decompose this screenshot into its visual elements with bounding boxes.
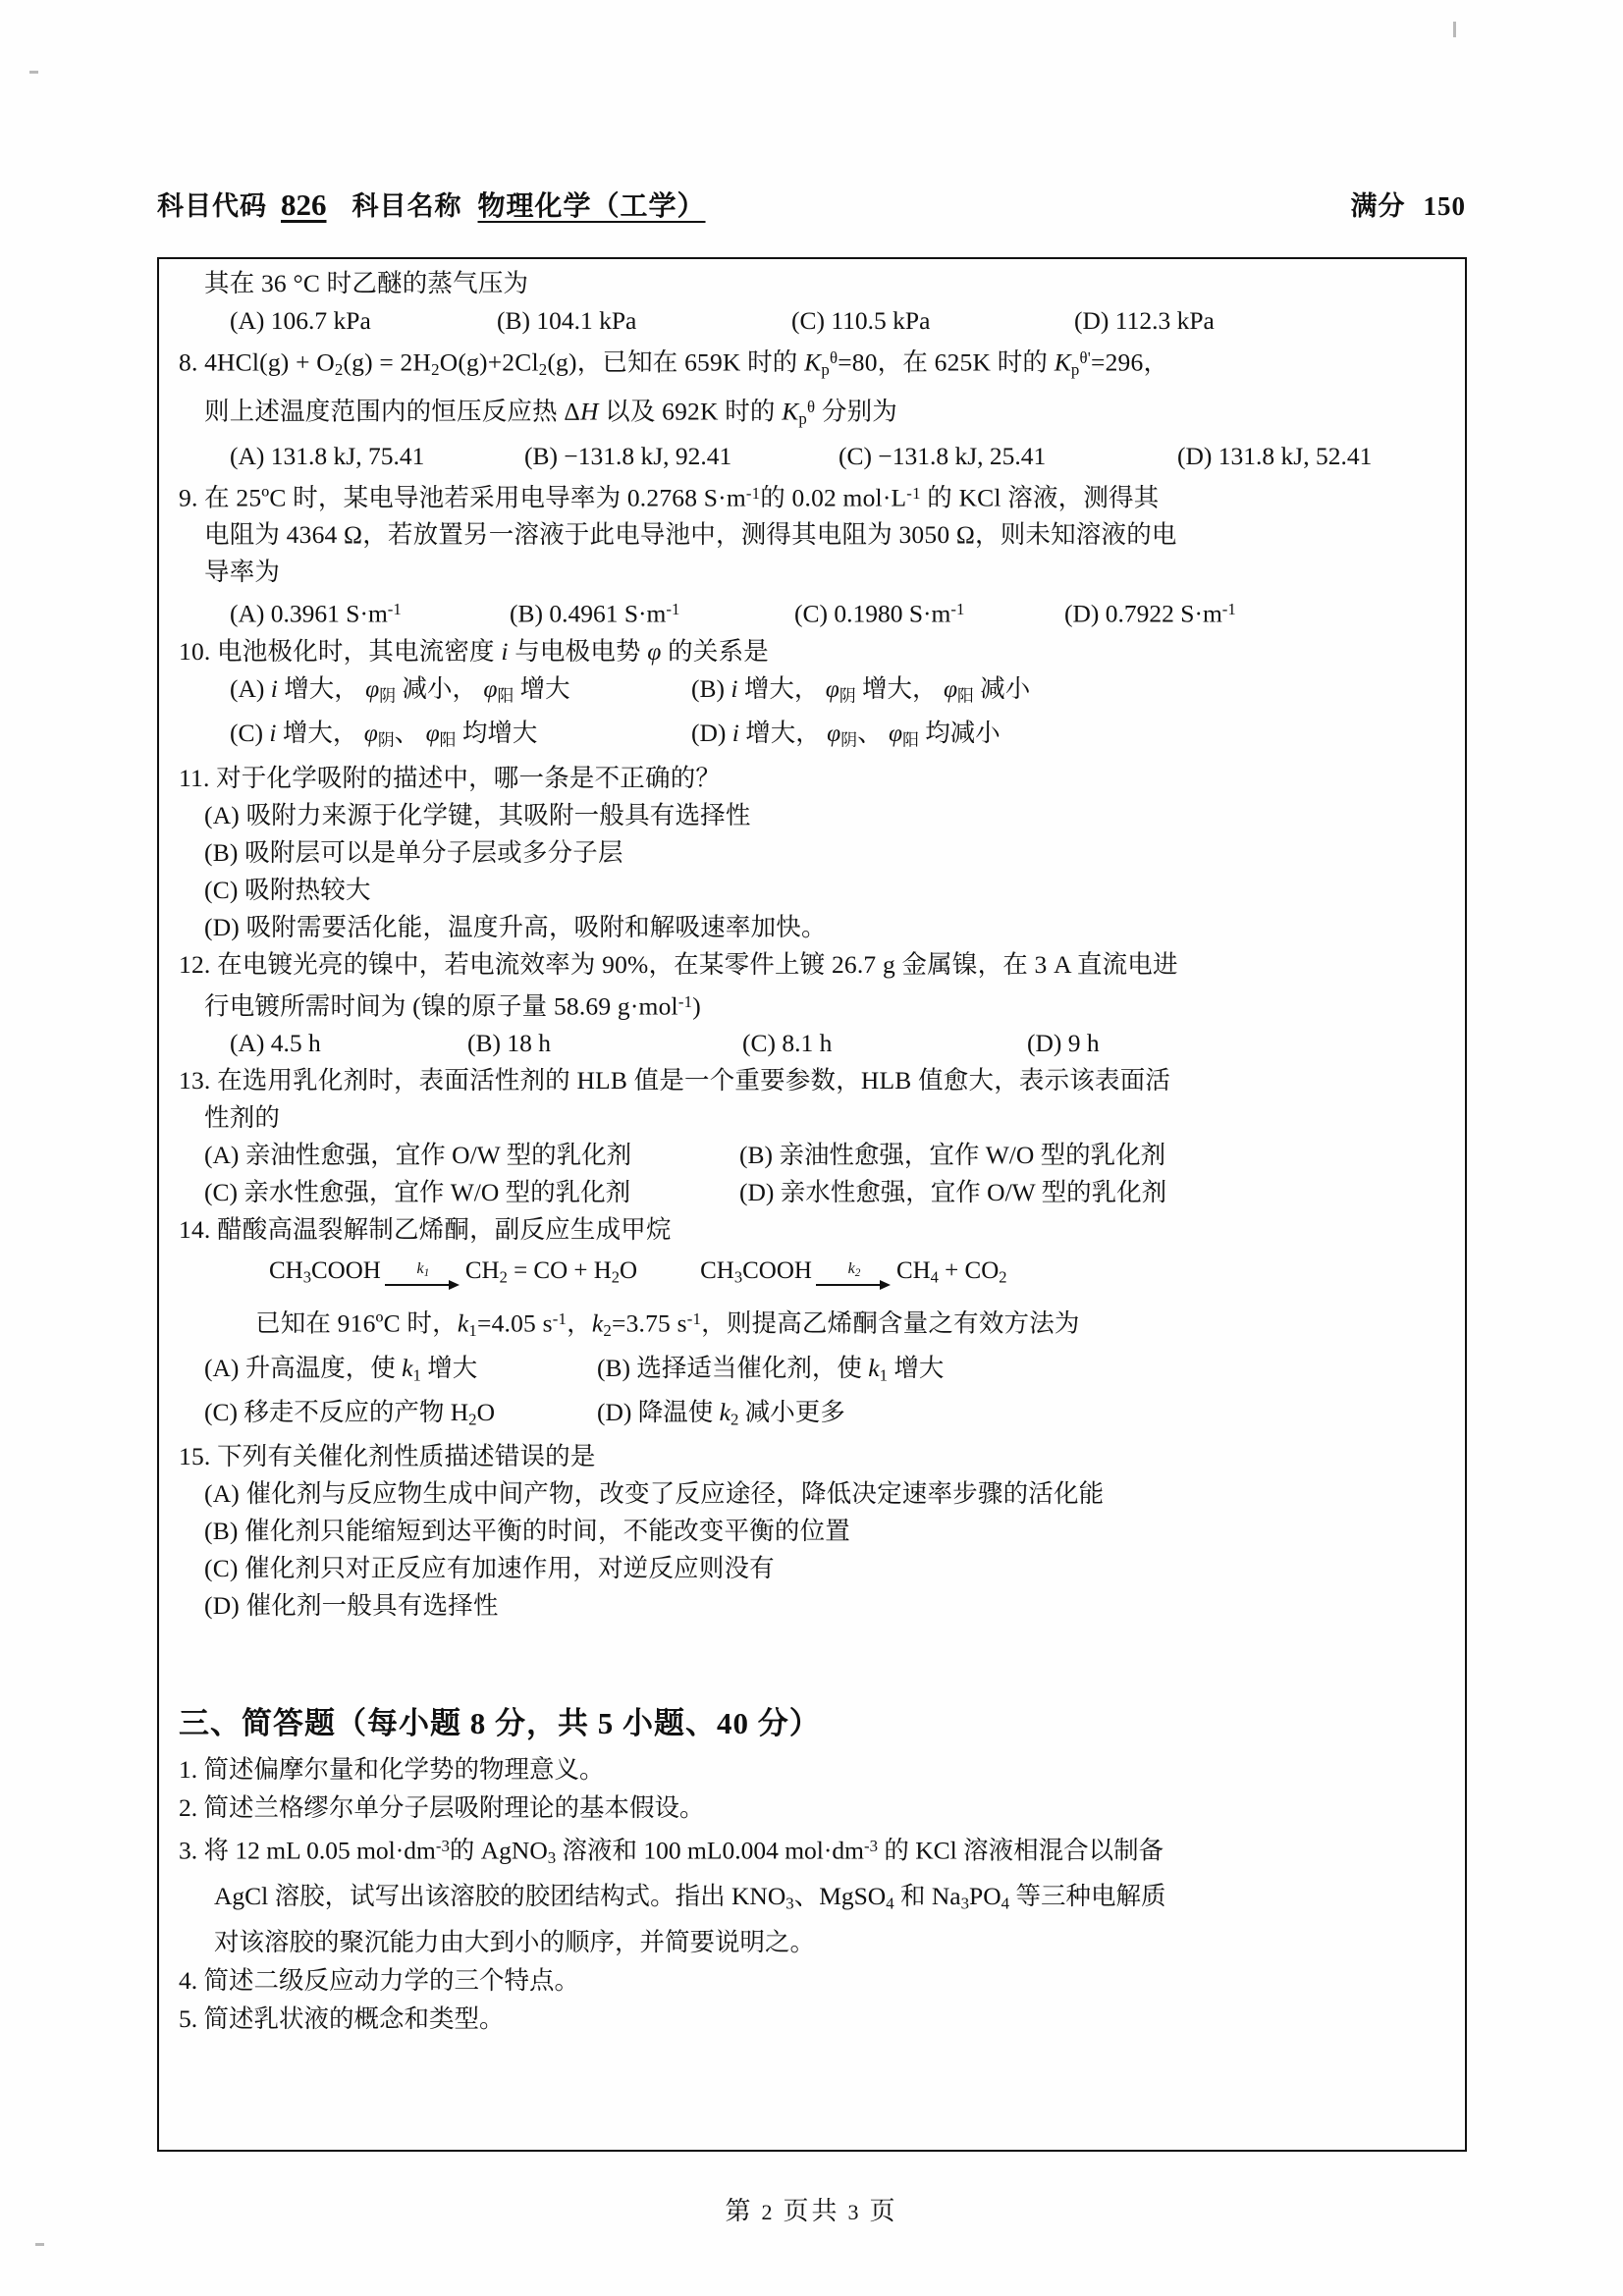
short-answer-item-5 [179, 2000, 1447, 2038]
q11-stem-text: 对于化学吸附的描述中，哪一条是不正确的？ [216, 763, 722, 792]
q13-option-b: (B) 亲油性愈强，宜作 W/O 型的乳化剂 [739, 1141, 1166, 1170]
q12-option-d: (D) 9 h [1027, 1029, 1100, 1058]
q8-stem-line1: 8. $4HCl(g) + O_2(g) = 2H_2O(g)+2Cl_2(g)$，已知在 659K 时的 $K_p^\theta=80$，在 625K 时的 $K_p^{\theta'}=296$， [179, 347, 1169, 379]
q11-option-d: (D) 吸附需要活化能，温度升高，吸附和解吸速率加快。 [204, 912, 827, 941]
q13-option-d: (D) 亲水性愈强，宜作 O/W 型的乳化剂 [739, 1178, 1167, 1207]
q10-option-b: (B) i 增大， $\varphi_阴$ 增大， $\varphi_阳$ 减小 [691, 674, 1031, 706]
footer-middle: 页共 [783, 2197, 840, 2225]
q12-option-b: (B) 18 h [467, 1029, 551, 1058]
footer-total-pages: 3 [847, 2200, 862, 2224]
q14-options-row2 [179, 1394, 1447, 1438]
q14-stem-text: 醋酸高温裂解制乙烯酮，副反应生成甲烷 [217, 1215, 672, 1245]
q10-option-c: (C) i 增大， $\varphi_阴$、 $\varphi_阳$ 均增大 [230, 719, 538, 750]
q12-number: 12. [179, 949, 211, 979]
short-answer-item-3: 3. 将 12 mL 0.05 $mol\cdot dm^{-3}$的 AgNO$_3$ 溶液和 100 mL0.004 $mol\cdot dm^{-3}$ 的 KCl 溶液相混合以制备 [179, 1836, 1164, 1868]
q7-option-c: (C) 110.5 kPa [791, 306, 931, 335]
q15-stem-text: 下列有关催化剂性质描述错误的是 [217, 1442, 596, 1471]
q8-options [179, 438, 1447, 475]
q14-eq1-reactant: $CH_3COOH$ [269, 1257, 381, 1287]
q10-option-a: (A) i 增大， $\varphi_阴$ 减小， $\varphi_阳$ 增大 [230, 674, 570, 706]
q15-option-a: (A) 催化剂与反应物生成中间产物，改变了反应途径，降低决定速率步骤的活化能 [204, 1479, 1105, 1509]
q10-option-d: (D) i 增大， $\varphi_阴$、 $\varphi_阳$ 均减小 [691, 719, 1001, 750]
sa4-text: 简述二级反应动力学的三个特点。 [203, 1965, 580, 1995]
q10-options-row2 [179, 715, 1447, 759]
q9-stem-line2: 电阻为 4364 Ω，若放置另一溶液于此电导池中，测得其电阻为 3050 Ω，则未知溶液的电 [204, 520, 1177, 550]
short-answer-item-3-line3: 对该溶胶的聚沉能力由大到小的顺序，并简要说明之。 [214, 1927, 816, 1956]
q12-options [179, 1025, 1447, 1062]
q11-number: 11. [179, 763, 210, 792]
q7-option-d: (D) 112.3 kPa [1074, 306, 1215, 335]
q8-number: 8. [179, 347, 198, 377]
q11-stem [179, 760, 1447, 797]
subject-name-value: 物理化学（工学） [477, 191, 706, 222]
q15-number: 15. [179, 1442, 211, 1471]
q9-option-b: (B) 0.4961 $S\cdot m^{-1}$ [510, 600, 680, 628]
q9-option-a: (A) 0.3961 $S\cdot m^{-1}$ [230, 600, 402, 628]
sa3-number: 3. [179, 1836, 198, 1865]
short-answer-item-2 [179, 1789, 1447, 1827]
q7-stem-tail: 其在 36 °C 时乙醚的蒸气压为 [204, 269, 529, 297]
subject-code-value: 826 [281, 187, 327, 222]
reaction-arrow-k2-icon [816, 1260, 893, 1290]
page-footer [0, 2191, 1623, 2227]
rate-constant-k1-label: $k_1$ [416, 1260, 430, 1279]
q12-line1-text: 在电镀光亮的镍中，若电流效率为 90%，在某零件上镀 26.7 g 金属镍，在 3 A 直流电进 [217, 949, 1178, 979]
q7-option-b: (B) 104.1 kPa [497, 306, 637, 335]
q14-eq2-product: $CH_4 + CO_2$ [895, 1257, 1007, 1287]
q13-stem-line2: 性剂的 [204, 1103, 281, 1133]
q12-stem-line2: 行电镀所需时间为 (镍的原子量 58.69 g·mol$^{-1}$) [204, 991, 701, 1021]
q15-option-d: (D) 催化剂一般具有选择性 [204, 1591, 499, 1621]
footer-suffix: 页 [869, 2197, 898, 2225]
sa1-number: 1. [179, 1755, 198, 1785]
q10-stem: 10. 电池极化时，其电流密度 i 与电极电势 φ 的关系是 [179, 637, 769, 666]
q8-option-c: (C) −131.8 kJ, 25.41 [839, 441, 1047, 470]
q14-options-row1 [179, 1350, 1447, 1394]
arrow-shaft [385, 1280, 461, 1290]
q14-option-b: (B) 选择适当催化剂，使 $k_1$ 增大 [597, 1353, 945, 1384]
short-answer-item-1 [179, 1750, 1447, 1789]
q10-number: 10. [179, 637, 211, 666]
q8-option-d: (D) 131.8 kJ, 52.41 [1177, 441, 1373, 470]
q14-option-d: (D) 降温使 $k_2$ 减小更多 [597, 1397, 845, 1429]
q14-stem [179, 1211, 1447, 1249]
q15-option-c: (C) 催化剂只对正反应有加速作用，对逆反应则没有 [204, 1554, 775, 1583]
footer-page-number: 2 [761, 2200, 776, 2224]
reaction-arrow-k1-icon [385, 1260, 461, 1290]
scan-speck [35, 2243, 44, 2246]
q12-option-c: (C) 8.1 h [742, 1029, 833, 1058]
q8-option-b: (B) −131.8 kJ, 92.41 [524, 441, 732, 470]
sa1-text: 简述偏摩尔量和化学势的物理意义。 [203, 1755, 605, 1785]
q9-stem-line1: 9. 在 25ºC 时，某电导池若采用电导率为 0.2768 $S\cdot m^{-1}$的 0.02 $mol\cdot L^{-1}$ 的 KCl 溶液，测得其 [179, 483, 1160, 512]
subject-name-label: 科目名称 [352, 191, 462, 221]
q9-option-c: (C) 0.1980 $S\cdot m^{-1}$ [794, 600, 965, 628]
q13-number: 13. [179, 1066, 211, 1095]
q7-option-a: (A) 106.7 kPa [230, 306, 371, 335]
sa2-number: 2. [179, 1793, 198, 1823]
full-marks-value: 150 [1423, 191, 1466, 221]
q13-option-a: (A) 亲油性愈强，宜作 O/W 型的乳化剂 [204, 1141, 632, 1170]
short-answer-item-3-line2: AgCl 溶胶，试写出该溶胶的胶团结构式。指出 $KNO_3$、MgSO$_4$ 和 $Na_3PO_4$ 等三种电解质 [214, 1882, 1166, 1913]
q13-line1-text: 在选用乳化剂时，表面活性剂的 HLB 值是一个重要参数，HLB 值愈大，表示该表面活 [217, 1066, 1171, 1095]
sa5-number: 5. [179, 2003, 198, 2033]
q8-stem-line2: 则上述温度范围内的恒压反应热 ΔH 以及 692K 时的 $K_p^\theta$ 分别为 [204, 397, 897, 428]
page-header [157, 185, 1466, 236]
footer-prefix: 第 [725, 2197, 754, 2225]
q12-option-a: (A) 4.5 h [230, 1029, 321, 1058]
q14-eq2-reactant: $CH_3COOH$ [700, 1257, 812, 1287]
q13-options-row1 [179, 1137, 1447, 1174]
section-gap [179, 1625, 1447, 1658]
sa4-number: 4. [179, 1965, 198, 1995]
q9-option-d: (D) 0.7922 $S\cdot m^{-1}$ [1064, 600, 1236, 628]
sa5-text: 简述乳状液的概念和类型。 [203, 2003, 505, 2033]
q13-options-row2 [179, 1174, 1447, 1211]
q9-number: 9. [179, 483, 198, 512]
arrow-shaft [816, 1280, 893, 1290]
q7-options [179, 302, 1447, 340]
q10-options-row1 [179, 670, 1447, 715]
q13-option-c: (C) 亲水性愈强，宜作 W/O 型的乳化剂 [204, 1178, 631, 1207]
full-marks-label: 满分 [1350, 191, 1406, 221]
subject-code-label: 科目代码 [157, 191, 267, 221]
q12-stem-line1 [179, 946, 1447, 984]
q11-option-a: (A) 吸附力来源于化学键，其吸附一般具有选择性 [204, 800, 751, 829]
q13-stem-line1 [179, 1062, 1447, 1099]
q11-option-c: (C) 吸附热较大 [204, 875, 371, 904]
q15-option-b: (B) 催化剂只能缩短到达平衡的时间，不能改变平衡的位置 [204, 1517, 850, 1546]
q14-eq1-product: $CH_2$ = CO + $H_2O$ [464, 1257, 638, 1287]
q15-stem [179, 1438, 1447, 1475]
full-marks [1351, 185, 1467, 223]
rate-constant-k2-label: $k_2$ [847, 1260, 861, 1279]
q14-option-c: (C) 移走不反应的产物 $H_2O$ [204, 1397, 496, 1429]
scan-speck [29, 71, 38, 74]
question-body-box [157, 257, 1467, 2152]
section-3-heading: 三、简答题（每小题 8 分，共 5 小题、40 分） [179, 1706, 821, 1741]
q14-given: 已知在 916ºC 时，$k_1=4.05$ $s^{-1}$，$k_2=3.75$ $s^{-1}$，则提高乙烯酮含量之有效方法为 [255, 1308, 1080, 1340]
q14-equations [179, 1249, 1447, 1300]
q9-stem-line3: 导率为 [204, 558, 281, 587]
short-answer-item-4 [179, 1961, 1447, 2000]
q8-option-a: (A) 131.8 kJ, 75.41 [230, 441, 425, 470]
q9-options [179, 591, 1447, 633]
q14-number: 14. [179, 1215, 211, 1245]
scan-speck [1453, 22, 1456, 37]
q11-option-b: (B) 吸附层可以是单分子层或多分子层 [204, 837, 623, 867]
q14-option-a: (A) 升高温度，使 $k_1$ 增大 [204, 1353, 478, 1384]
sa2-text: 简述兰格缪尔单分子层吸附理论的基本假设。 [203, 1793, 705, 1823]
